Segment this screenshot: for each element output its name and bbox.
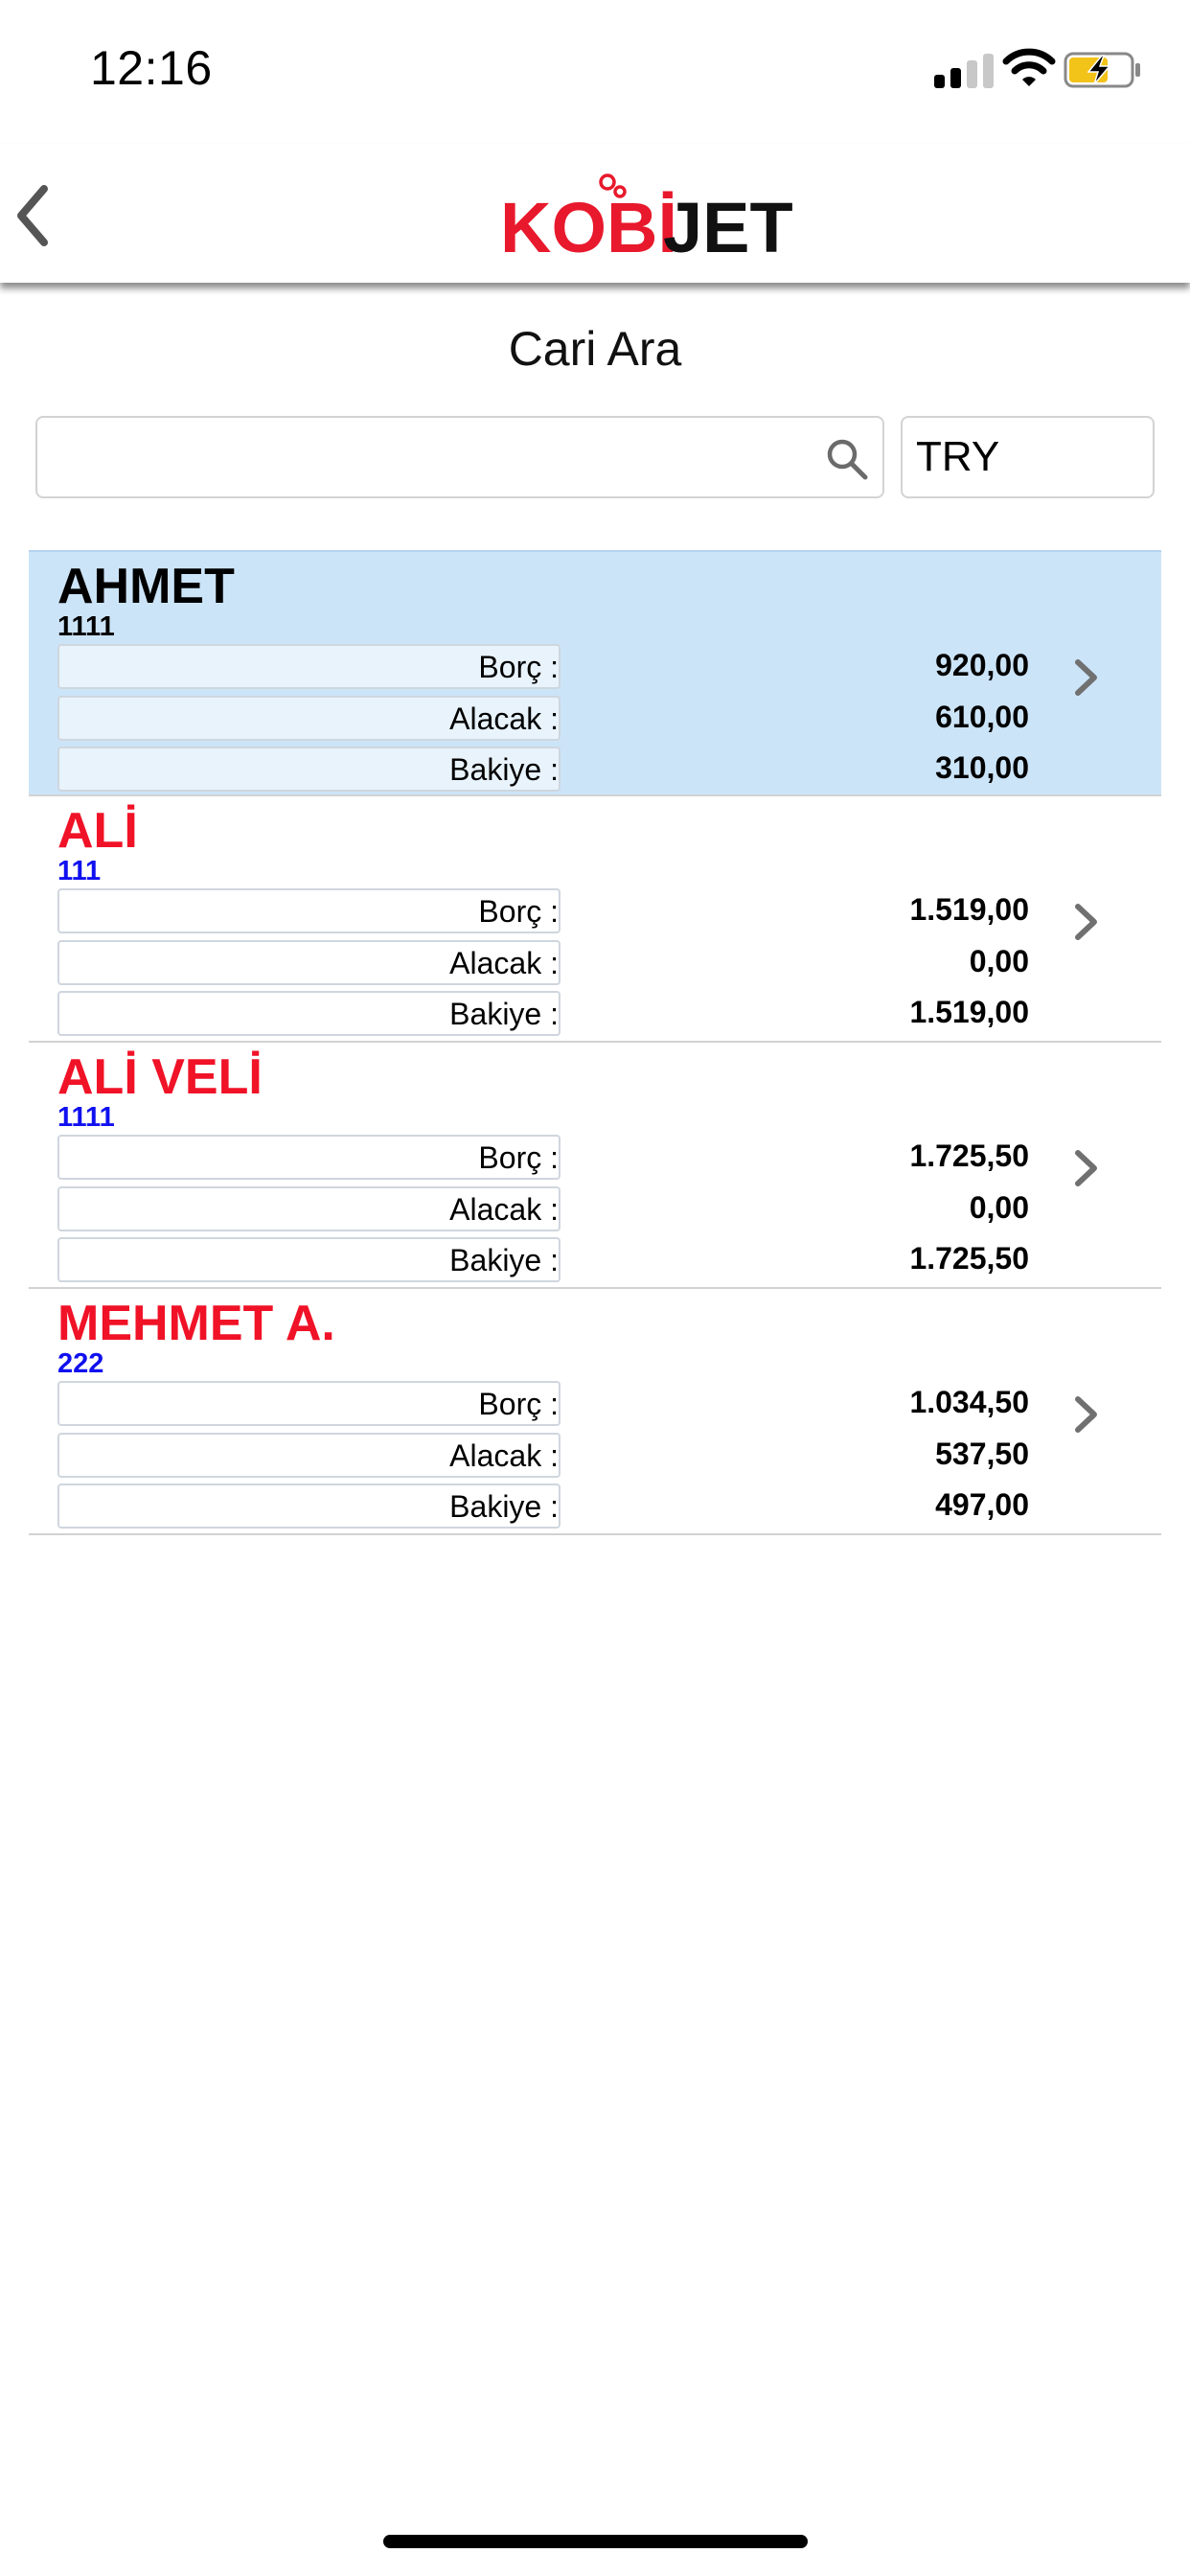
alacak-value: 0,00 (969, 944, 1029, 978)
bakiye-label: Bakiye : (57, 1237, 561, 1282)
account-code: 1111 (57, 1102, 115, 1133)
account-list (29, 550, 1161, 1535)
borc-label: Borç : (57, 888, 561, 933)
chevron-right-icon[interactable] (1071, 656, 1102, 700)
chevron-right-icon[interactable] (1071, 900, 1102, 944)
chevron-right-icon[interactable] (1071, 1392, 1102, 1437)
borc-value: 1.725,50 (909, 1138, 1029, 1173)
logo-text-black: JET (663, 188, 793, 267)
account-code: 1111 (57, 611, 115, 642)
alacak-label: Alacak : (57, 1186, 561, 1231)
wifi-icon (1002, 48, 1056, 88)
account-name: ALİ (57, 803, 138, 859)
list-item[interactable] (29, 1289, 1161, 1535)
account-name: AHMET (57, 559, 235, 614)
alacak-label: Alacak : (57, 940, 561, 985)
page-title: Cari Ara (508, 322, 682, 376)
account-name: ALİ VELİ (57, 1049, 263, 1105)
bakiye-label: Bakiye : (57, 991, 561, 1036)
borc-value: 1.519,00 (909, 892, 1029, 927)
search-icon[interactable] (823, 435, 871, 483)
status-bar (0, 0, 1190, 144)
currency-select[interactable]: TRY (901, 416, 1155, 498)
chevron-right-icon[interactable] (1071, 1146, 1102, 1190)
bakiye-label: Bakiye : (57, 747, 561, 792)
search-input[interactable] (35, 416, 884, 498)
alacak-value: 610,00 (935, 700, 1029, 734)
account-code: 111 (57, 856, 102, 886)
account-name: MEHMET A. (57, 1296, 335, 1351)
alacak-value: 537,50 (935, 1437, 1029, 1471)
borc-value: 1.034,50 (909, 1385, 1029, 1419)
bakiye-value: 1.519,00 (909, 995, 1029, 1029)
status-time: 12:16 (90, 41, 213, 95)
alacak-value: 0,00 (969, 1190, 1029, 1225)
navigation-bar (0, 144, 1190, 283)
list-item[interactable] (29, 796, 1161, 1043)
borc-label: Borç : (57, 1381, 561, 1426)
battery-charging-icon (1064, 52, 1142, 88)
alacak-label: Alacak : (57, 1433, 561, 1478)
account-code: 222 (57, 1348, 104, 1379)
alacak-label: Alacak : (57, 696, 561, 741)
borc-label: Borç : (57, 1135, 561, 1180)
logo-text-red: KOBİ (500, 188, 677, 267)
list-item[interactable] (29, 1043, 1161, 1289)
bakiye-label: Bakiye : (57, 1484, 561, 1529)
cellular-signal-icon (934, 54, 995, 88)
bakiye-value: 1.725,50 (909, 1241, 1029, 1276)
kobijet-logo (498, 161, 814, 276)
bakiye-value: 310,00 (935, 750, 1029, 785)
borc-label: Borç : (57, 644, 561, 689)
home-indicator[interactable] (383, 2535, 808, 2548)
list-item[interactable] (29, 550, 1161, 796)
borc-value: 920,00 (935, 648, 1029, 682)
back-chevron-icon[interactable] (8, 177, 65, 254)
bakiye-value: 497,00 (935, 1487, 1029, 1522)
